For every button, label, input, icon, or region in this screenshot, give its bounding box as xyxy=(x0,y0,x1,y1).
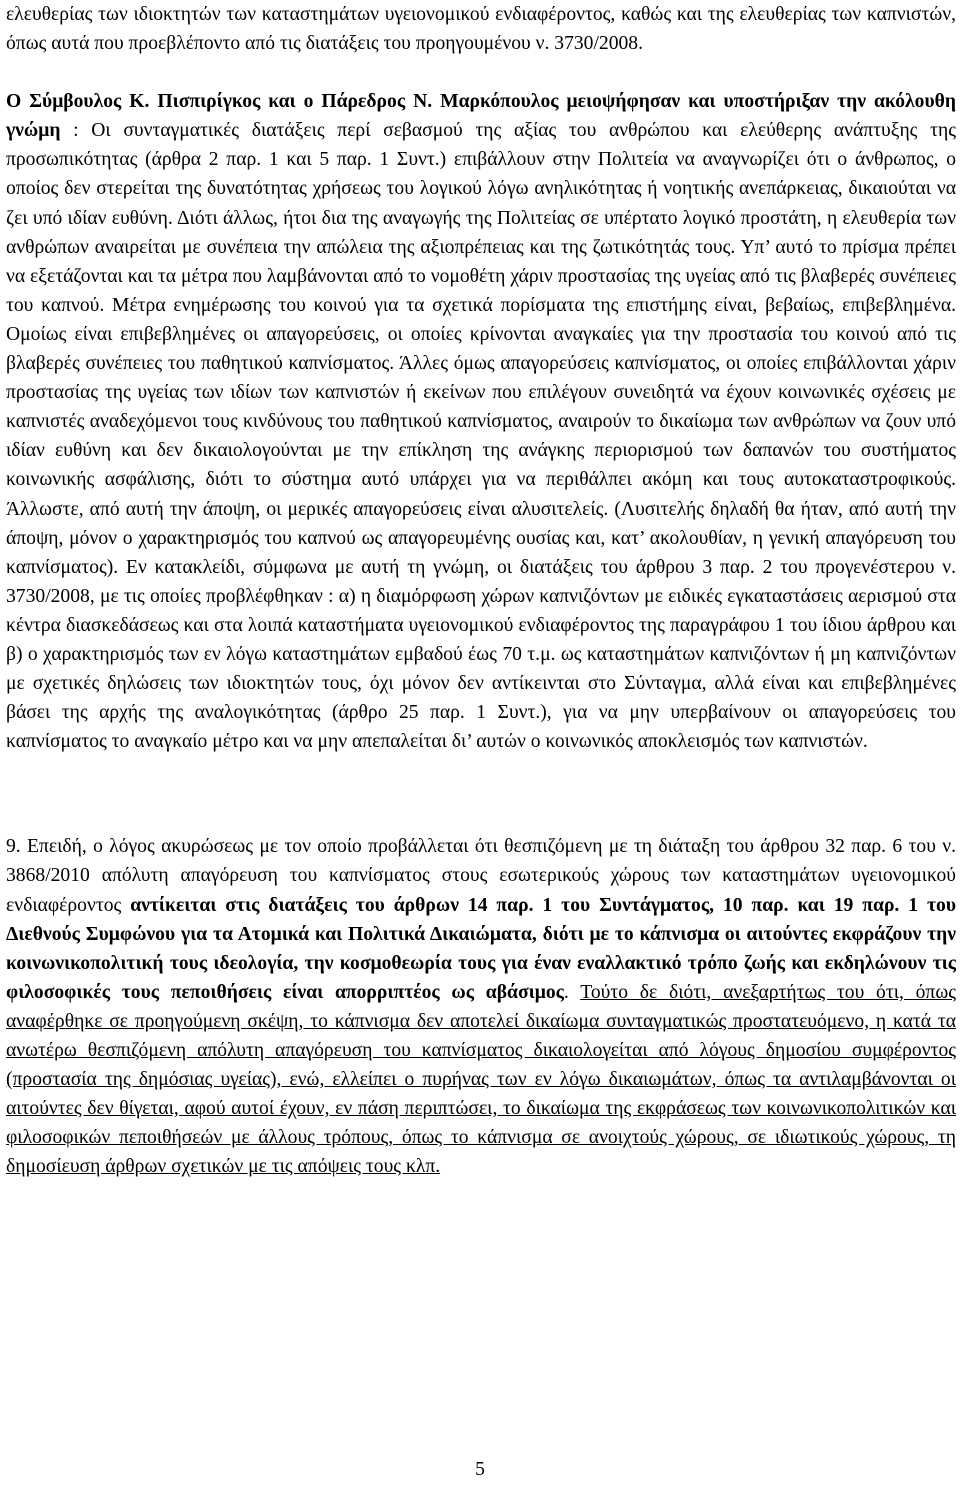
paragraph-nine-plain: 9. Επειδή, ο λόγος ακυρώσεως με τον οποίο προβάλλεται ότι θεσπιζόμενη με τη διάταξη του άρθρου 32 παρ. 6 του ν. 3868/2010 απόλυτη απαγόρευση του καπνίσματος στους εσωτερικούς χώρους των καταστημάτων υγειονομικού ενδιαφέροντος xyxy=(6,836,956,916)
document-page xyxy=(6,0,956,1181)
paragraph-nine-underlined: Τούτο δε διότι, ανεξαρτήτως του ότι, όπως αναφέρθηκε σε προηγούμενη σκέψη, το κάπνισμα δεν αποτελεί δικαίωμα συνταγματικώς προστατευόμενο, η κατά τα ανωτέρω θεσπιζόμενη απόλυτη απαγόρευση του καπνίσματος δικαιολογείται από λόγους δημοσίου συμφέροντος (προστασία της δημόσιας υγείας), ενώ, ελλείπει ο πυρήνας των εν λόγω δικαιωμάτων, όπως τα αντιλαμβάνονται οι αιτούντες δεν θίγεται, αφού αυτοί έχουν, εν πάση περιπτώσει, το δικαίωμα της εκφράσεως των κοινωνικοπολιτικών και φιλοσοφικών πεποιθήσεών με άλλους τρόπους, όπως το κάπνισμα σε ανοιχτούς χώρους, σε ιδιωτικούς χώρους, τη δημοσίευση άρθρων σχετικών με τις απόψεις τους κλπ. xyxy=(6,981,956,1178)
opinion-body: : Οι συνταγματικές διατάξεις περί σεβασμού της αξίας του ανθρώπου και ελεύθερης ανάπτυξης της προσωπικότητας (άρθρα 2 παρ. 1 και 5 παρ. 1 Συντ.) επιβάλλουν στην Πολιτεία να αναγνωρίζει ότι ο άνθρωπος, ο οποίος δεν στερείται της δυνατότητας χρήσεως του λογικού λόγω ανηλικότητας ή νοητικής ανεπάρκειας, δικαιούται να ζει υπό ιδίαν ευθύνη. Διότι άλλως, ήτοι δια της αναγωγής της Πολιτείας σε υπέρτατο λογικό προστάτη, η ελευθερία των ανθρώπων αναιρείται με συνέπεια την απώλεια της αξιοπρέπειας και της ζωτικότητάς τους. Υπ’ αυτό το πρίσμα πρέπει να εξετάζονται και τα μέτρα που λαμβάνονται από το νομοθέτη χάριν προστασίας της υγείας από τις βλαβερές συνέπειες του καπνού. Μέτρα ενημέρωσης του κοινού για τα σχετικά πορίσματα της επιστήμης είναι, βεβαίως, επιβεβλημένα. Ομοίως είναι επιβεβλημένες οι απαγορεύσεις, οι οποίες κρίνονται αναγκαίες για την προστασία του κοινού από τις βλαβερές συνέπειες του παθητικού καπνίσματος. Άλλες όμως απαγορεύσεις καπνίσματος, οι οποίες επιβάλλονται χάριν προστασίας της υγείας των ιδίων των καπνιστών ή εκείνων που επιλέγουν συνειδητά να έχουν κοινωνικές σχέσεις με καπνιστές αναδεχόμενοι τους κινδύνους του παθητικού καπνίσματος, αναιρούν το δικαίωμα των ανθρώπων να ζουν υπό ιδίαν ευθύνη και δεν δικαιολογούνται με την επίκληση της ανάγκης περιορισμού των δαπανών του συστήματος κοινωνικής ασφάλισης, διότι το σύστημα αυτό υπάρχει για να περιθάλπει ακόμη και τους αυτοκαταστροφικούς. Άλλωστε, από αυτή την άποψη, οι μερικές απαγορεύσεις είναι αλυσιτελείς. (Λυσιτελής δηλαδή θα ήταν, από αυτή την άποψη, μόνον ο χαρακτηρισμός του καπνού ως απαγορευμένης ουσίας και, κατ’ ακολουθίαν, η γενική απαγόρευση του καπνίσματος). Εν κατακλείδι, σύμφωνα με αυτή τη γνώμη, οι διατάξεις του άρθρου 3 παρ. 2 του προγενέστερου ν. 3730/2008, με τις οποίες προβλέφθηκαν : α) η διαμόρφωση χώρων καπνιζόντων με ειδικές εγκαταστάσεις αερισμού στα κέντρα διασκεδάσεως και στα λοιπά καταστήματα υγειονομικού ενδιαφέροντος της παραγράφου 1 του ίδιου άρθρου και β) ο χαρακτηρισμός των εν λόγω καταστημάτων εμβαδού έως 70 τ.μ. ως καταστημάτων καπνιζόντων ή μη καπνιζόντων με σχετικές δηλώσεις των ιδιοκτητών τους, όχι μόνον δεν αντίκεινται στο Σύνταγμα, αλλά είναι και επιβεβλημένες βάσει της αρχής της αναλογικότητας (άρθρο 25 παρ. 1 Συντ.), για να μην υπερβαίνουν οι απαγορεύσεις του καπνίσματος το αναγκαίο μέτρο και να μην απεπαλείται δι’ αυτών ο κοινωνικός αποκλεισμός των καπνιστών. xyxy=(6,120,956,753)
page-number: 5 xyxy=(475,1459,485,1480)
paragraph-nine-bold: αντίκειται στις διατάξεις του άρθρων 14 παρ. 1 του Συντάγματος, 10 παρ. και 19 παρ. 1 του Διεθνούς Συμφώνου για τα Ατομικά και Πολιτικά Δικαιώματα, διότι με το κάπνισμα οι αιτούντες εκφράζουν την κοινωνικοπολιτική τους ιδεολογία, την κοσμοθεωρία τους για έναν εναλλακτικό τρόπο ζωής και εκδηλώνουν τις φιλοσοφικές τους πεποιθήσεις είναι απορριπτέος ως αβάσιμος xyxy=(6,894,956,1003)
paragraph-nine xyxy=(6,832,956,1181)
minority-opinion-paragraph xyxy=(6,87,956,756)
intro-paragraph: ελευθερίας των ιδιοκτητών των καταστημάτων υγειονομικού ενδιαφέροντος, καθώς και της ελευθερίας των καπνιστών, όπως αυτά που προεβλέποντο από τις διατάξεις του προηγουμένου ν. 3730/2008. xyxy=(6,4,956,55)
opinion-lead: Ο Σύμβουλος Κ. Πισπιρίγκος και ο Πάρεδρος Ν. Μαρκόπουλος μειοψήφησαν και υποστήριξαν την ακόλουθη γνώμη xyxy=(6,91,956,142)
paragraph-nine-period: . xyxy=(563,981,581,1003)
